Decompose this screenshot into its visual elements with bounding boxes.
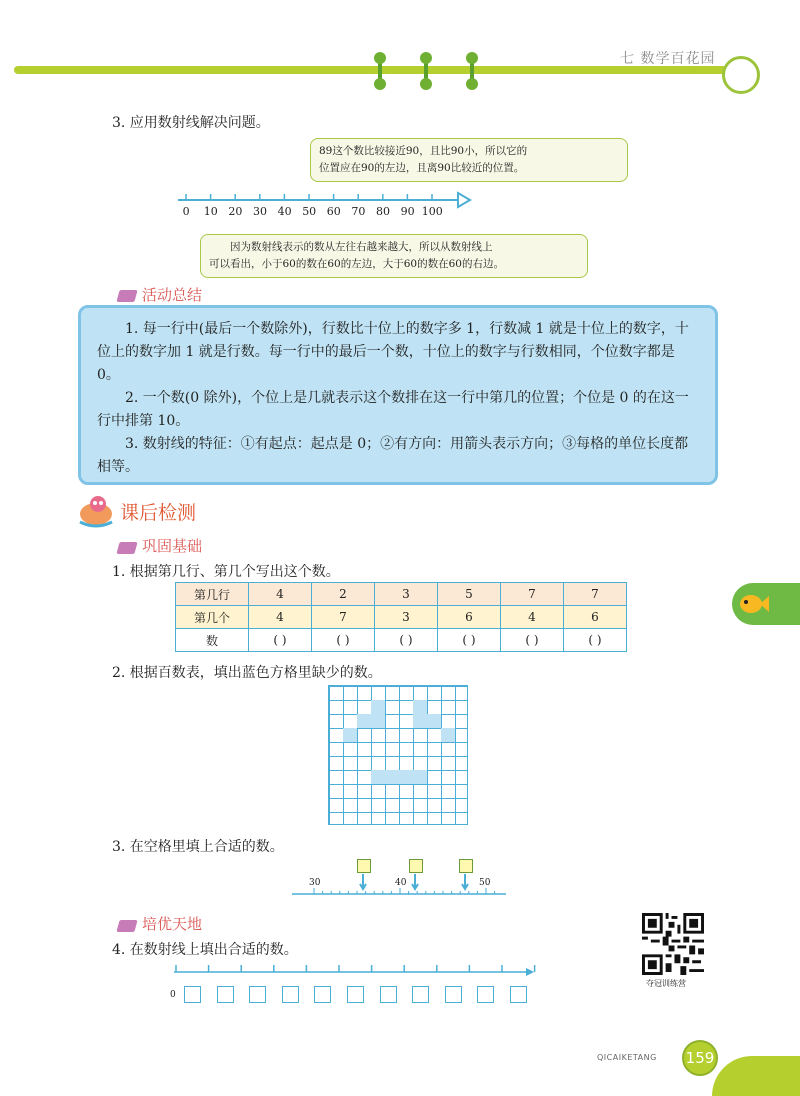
blue-cell[interactable] (413, 770, 427, 784)
answer-box[interactable] (184, 986, 201, 1003)
tick-label: 30 (309, 878, 321, 888)
blue-cell[interactable] (357, 714, 371, 728)
table-cell: 6 (564, 606, 627, 629)
brand-text: QICAIKETANG (597, 1053, 657, 1062)
chapter-title: 七 数学百花园 (620, 51, 716, 67)
ray-label: 60 (326, 205, 341, 218)
blue-cell[interactable] (371, 770, 385, 784)
answer-box[interactable] (409, 859, 423, 873)
blue-cell[interactable] (427, 714, 441, 728)
ray-label: 40 (277, 205, 292, 218)
blue-cell[interactable] (441, 728, 455, 742)
ray-label: 80 (376, 205, 390, 218)
book-icon (116, 542, 137, 554)
binder-pin (378, 56, 382, 86)
table-cell: 4 (249, 583, 312, 606)
answer-blank[interactable]: ( ) (438, 629, 501, 652)
tick-label: 40 (395, 878, 407, 888)
summary-paragraph: 2. 一个数(0 除外)，个位上是几就表示这个数排在这一行中第几的位置；个位是 0 的在这一行中排第 10。 (97, 390, 689, 429)
consolidate-heading: 巩固基础 (142, 537, 203, 555)
ray-label: 20 (228, 205, 243, 218)
table-header: 第几行 (176, 583, 249, 606)
callout-line: 89这个数比较接近90，且比90小，所以它的 (319, 145, 528, 157)
table-cell: 4 (501, 606, 564, 629)
table-header: 数 (176, 629, 249, 652)
tick-label: 50 (479, 878, 491, 888)
callout-bottom (200, 234, 588, 278)
answer-blank[interactable]: ( ) (375, 629, 438, 652)
advanced-heading: 培优天地 (142, 915, 203, 933)
page-number: 159 (682, 1040, 718, 1076)
binder-pin (424, 56, 428, 86)
q1-title: 1. 根据第几行、第几个写出这个数。 (112, 564, 340, 580)
table-cell: 7 (564, 583, 627, 606)
answer-box[interactable] (445, 986, 462, 1003)
table-cell: 5 (438, 583, 501, 606)
ray-label: 10 (203, 205, 218, 218)
q3-fill-title: 3. 在空格里填上合适的数。 (112, 839, 284, 855)
footer-swoosh (712, 1056, 800, 1096)
blue-cell[interactable] (399, 770, 413, 784)
answer-box[interactable] (347, 986, 364, 1003)
table-cell: 7 (312, 606, 375, 629)
summary-box (78, 305, 718, 485)
q4-title: 4. 在数射线上填出合适的数。 (112, 942, 298, 958)
table-cell: 7 (501, 583, 564, 606)
answer-box[interactable] (282, 986, 299, 1003)
blue-cell[interactable] (371, 714, 385, 728)
blue-cell[interactable] (413, 714, 427, 728)
ray-label: 30 (253, 205, 267, 218)
book-icon (116, 920, 137, 932)
q3-title: 3. 应用数射线解决问题。 (112, 115, 270, 131)
qr-caption: 夺冠训练营 (646, 979, 686, 988)
fish-icon (736, 590, 770, 618)
answer-box[interactable] (459, 859, 473, 873)
answer-box[interactable] (314, 986, 331, 1003)
qr-code-icon[interactable] (642, 913, 704, 975)
ray-label: 50 (302, 205, 317, 218)
callout-line: 可以看出，小于60的数在60的左边，大于60的数在60的右边。 (209, 258, 504, 270)
answer-box[interactable] (249, 986, 266, 1003)
ray-label: 90 (400, 205, 415, 218)
table-cell: 3 (375, 606, 438, 629)
blue-cell[interactable] (413, 700, 427, 714)
summary-paragraph: 1. 每一行中(最后一个数除外)，行数比十位上的数字多 1，行数减 1 就是十位上的数字，十位上的数字加 1 就是行数。每一行中的最后一个数，十位上的数字与行数相同，个位数字都是 0。 (97, 321, 689, 383)
q2-title: 2. 根据百数表，填出蓝色方格里缺少的数。 (112, 665, 382, 681)
table-header: 第几个 (176, 606, 249, 629)
callout-top (310, 138, 628, 182)
callout-line: 因为数射线表示的数从左往右越来越大，所以从数射线上 (230, 241, 493, 253)
answer-blank[interactable]: ( ) (564, 629, 627, 652)
answer-box[interactable] (510, 986, 527, 1003)
table-cell: 4 (249, 606, 312, 629)
answer-box[interactable] (412, 986, 429, 1003)
mascot-logo-icon (722, 56, 760, 94)
summary-paragraph: 3. 数射线的特征：①有起点：起点是 0；②有方向：用箭头表示方向；③每格的单位长度都相等。 (97, 436, 689, 475)
ray-label: 100 (421, 205, 443, 218)
blue-cell[interactable] (385, 770, 399, 784)
book-icon (116, 290, 137, 302)
table-cell: 6 (438, 606, 501, 629)
answer-box[interactable] (217, 986, 234, 1003)
hundred-grid (328, 685, 468, 825)
answer-box[interactable] (380, 986, 397, 1003)
answer-box[interactable] (477, 986, 494, 1003)
answer-blank[interactable]: ( ) (312, 629, 375, 652)
ray-label: 70 (351, 205, 366, 218)
blue-cell[interactable] (371, 700, 385, 714)
binder-pin (470, 56, 474, 86)
ray-label: 0 (182, 205, 190, 218)
answer-blank[interactable]: ( ) (249, 629, 312, 652)
summary-heading: 活动总结 (142, 286, 203, 304)
q4-start-label: 0 (170, 990, 176, 1000)
blue-cell[interactable] (343, 728, 357, 742)
mascot-icon (74, 492, 118, 528)
table-cell: 2 (312, 583, 375, 606)
answer-blank[interactable]: ( ) (501, 629, 564, 652)
post-test-title: 课后检测 (120, 502, 197, 524)
answer-box[interactable] (357, 859, 371, 873)
callout-line: 位置应在90的左边，且离90比较近的位置。 (319, 162, 525, 174)
position-table (175, 582, 627, 652)
table-cell: 3 (375, 583, 438, 606)
number-line-q4 (170, 962, 540, 982)
